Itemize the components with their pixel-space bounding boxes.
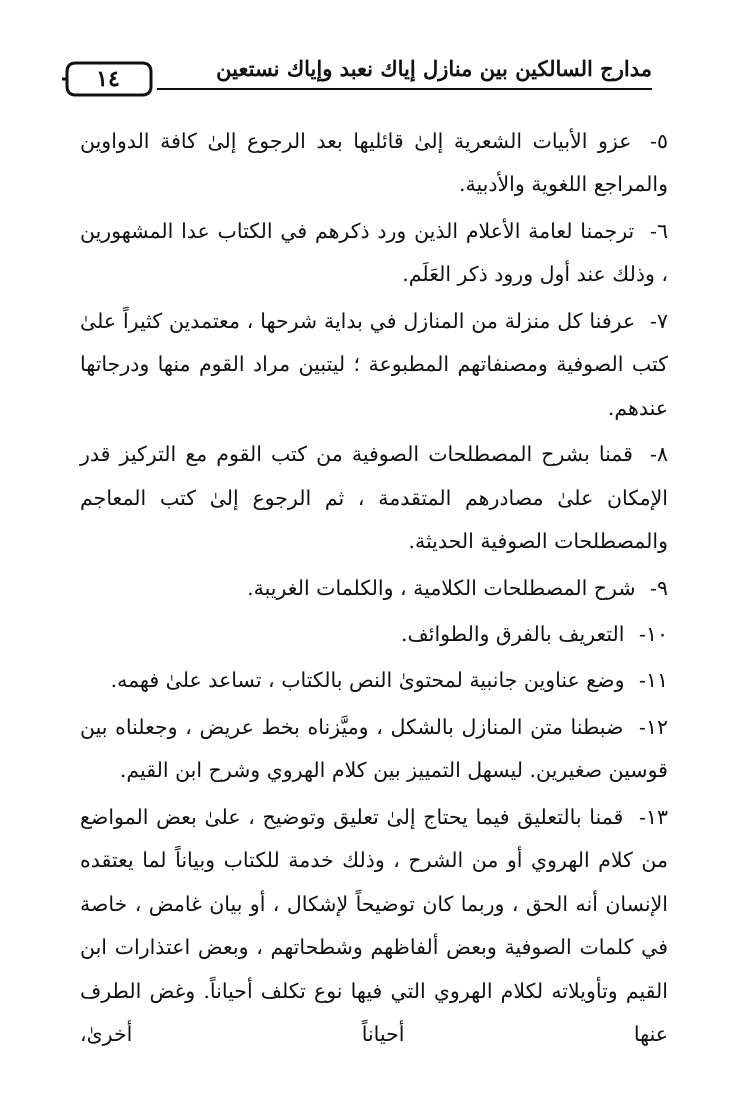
item-text: ضبطنا متن المنازل بالشكل ، وميَّزناه بخط عريض ، وجعلناه بين قوسين صغيرين. ليسهل التمييز بين كلام الهروي وشرح ابن القيم.: [80, 714, 668, 783]
running-header: [62, 50, 652, 96]
list-item: [80, 706, 668, 793]
list-item: [80, 300, 668, 430]
list-item: [80, 613, 668, 656]
list-item: [80, 796, 668, 1057]
list-item: [80, 659, 668, 702]
item-text: وضع عناوين جانبية لمحتوىٰ النص بالكتاب ، تساعد علىٰ فهمه.: [110, 668, 625, 693]
body-text: [80, 120, 668, 1060]
item-text: ترجمنا لعامة الأعلام الذين ورد ذكرهم في الكتاب عدا المشهورين ، وذلك عند أول ورود ذكر العَلَم.: [80, 218, 668, 287]
page-number: ١٤: [96, 66, 120, 92]
item-number: ٩-: [650, 575, 668, 600]
item-text: شرح المصطلحات الكلامية ، والكلمات الغريبة.: [247, 575, 636, 600]
item-number: ١٣-: [639, 804, 668, 829]
item-number: ٦-: [650, 218, 668, 243]
item-text: التعريف بالفرق والطوائف.: [401, 621, 625, 646]
list-item: [80, 210, 668, 297]
page-number-frame: [62, 60, 154, 98]
item-number: ٨-: [650, 442, 668, 467]
item-number: ١٠-: [639, 621, 668, 646]
item-text: عرفنا كل منزلة من المنازل في بداية شرحها ، معتمدين كثيراً علىٰ كتب الصوفية ومصنفاتهم المطبوعة ؛ ليتبين مراد القوم منها ودرجاتها عندهم.: [80, 308, 668, 420]
item-number: ١٢-: [639, 714, 668, 739]
item-text: عزو الأبيات الشعرية إلىٰ قائليها بعد الرجوع إلىٰ كافة الدواوين والمراجع اللغوية والأدبية.: [80, 129, 668, 197]
item-number: ١١-: [639, 668, 668, 693]
list-item: [80, 433, 668, 563]
item-text: قمنا بشرح المصطلحات الصوفية من كتب القوم مع التركيز قدر الإمكان علىٰ مصادرهم المتقدمة ، ثم الرجوع إلىٰ كتب المعاجم والمصطلحات الصوفية الحديثة.: [80, 442, 668, 554]
item-number: ٧-: [650, 308, 668, 333]
item-text: قمنا بالتعليق فيما يحتاج إلىٰ تعليق وتوضيح ، علىٰ بعض المواضع من كلام الهروي أو من الشرح ، وذلك خدمة للكتاب وبياناً لما يعتقده الإنسان أنه الحق ، وربما كان توضيحاً لإشكال ، أو بيان غامض ، خاصة في كلمات الصوفية وبعض ألفاظهم وشطحاتهم ، وبعض اعتذارات ابن القيم وتأويلاته لكلام الهروي التي فيها نوع تكلف أحياناً. وغض الطرف عنها أحياناً أخرىٰ،: [80, 804, 668, 1047]
item-number: ٥-: [650, 129, 668, 153]
list-item: [80, 120, 668, 207]
list-item: [80, 567, 668, 610]
header-rule: [157, 88, 652, 90]
header-title: مدارج السالكين بين منازل إياك نعبد وإياك نستعين: [216, 56, 652, 81]
